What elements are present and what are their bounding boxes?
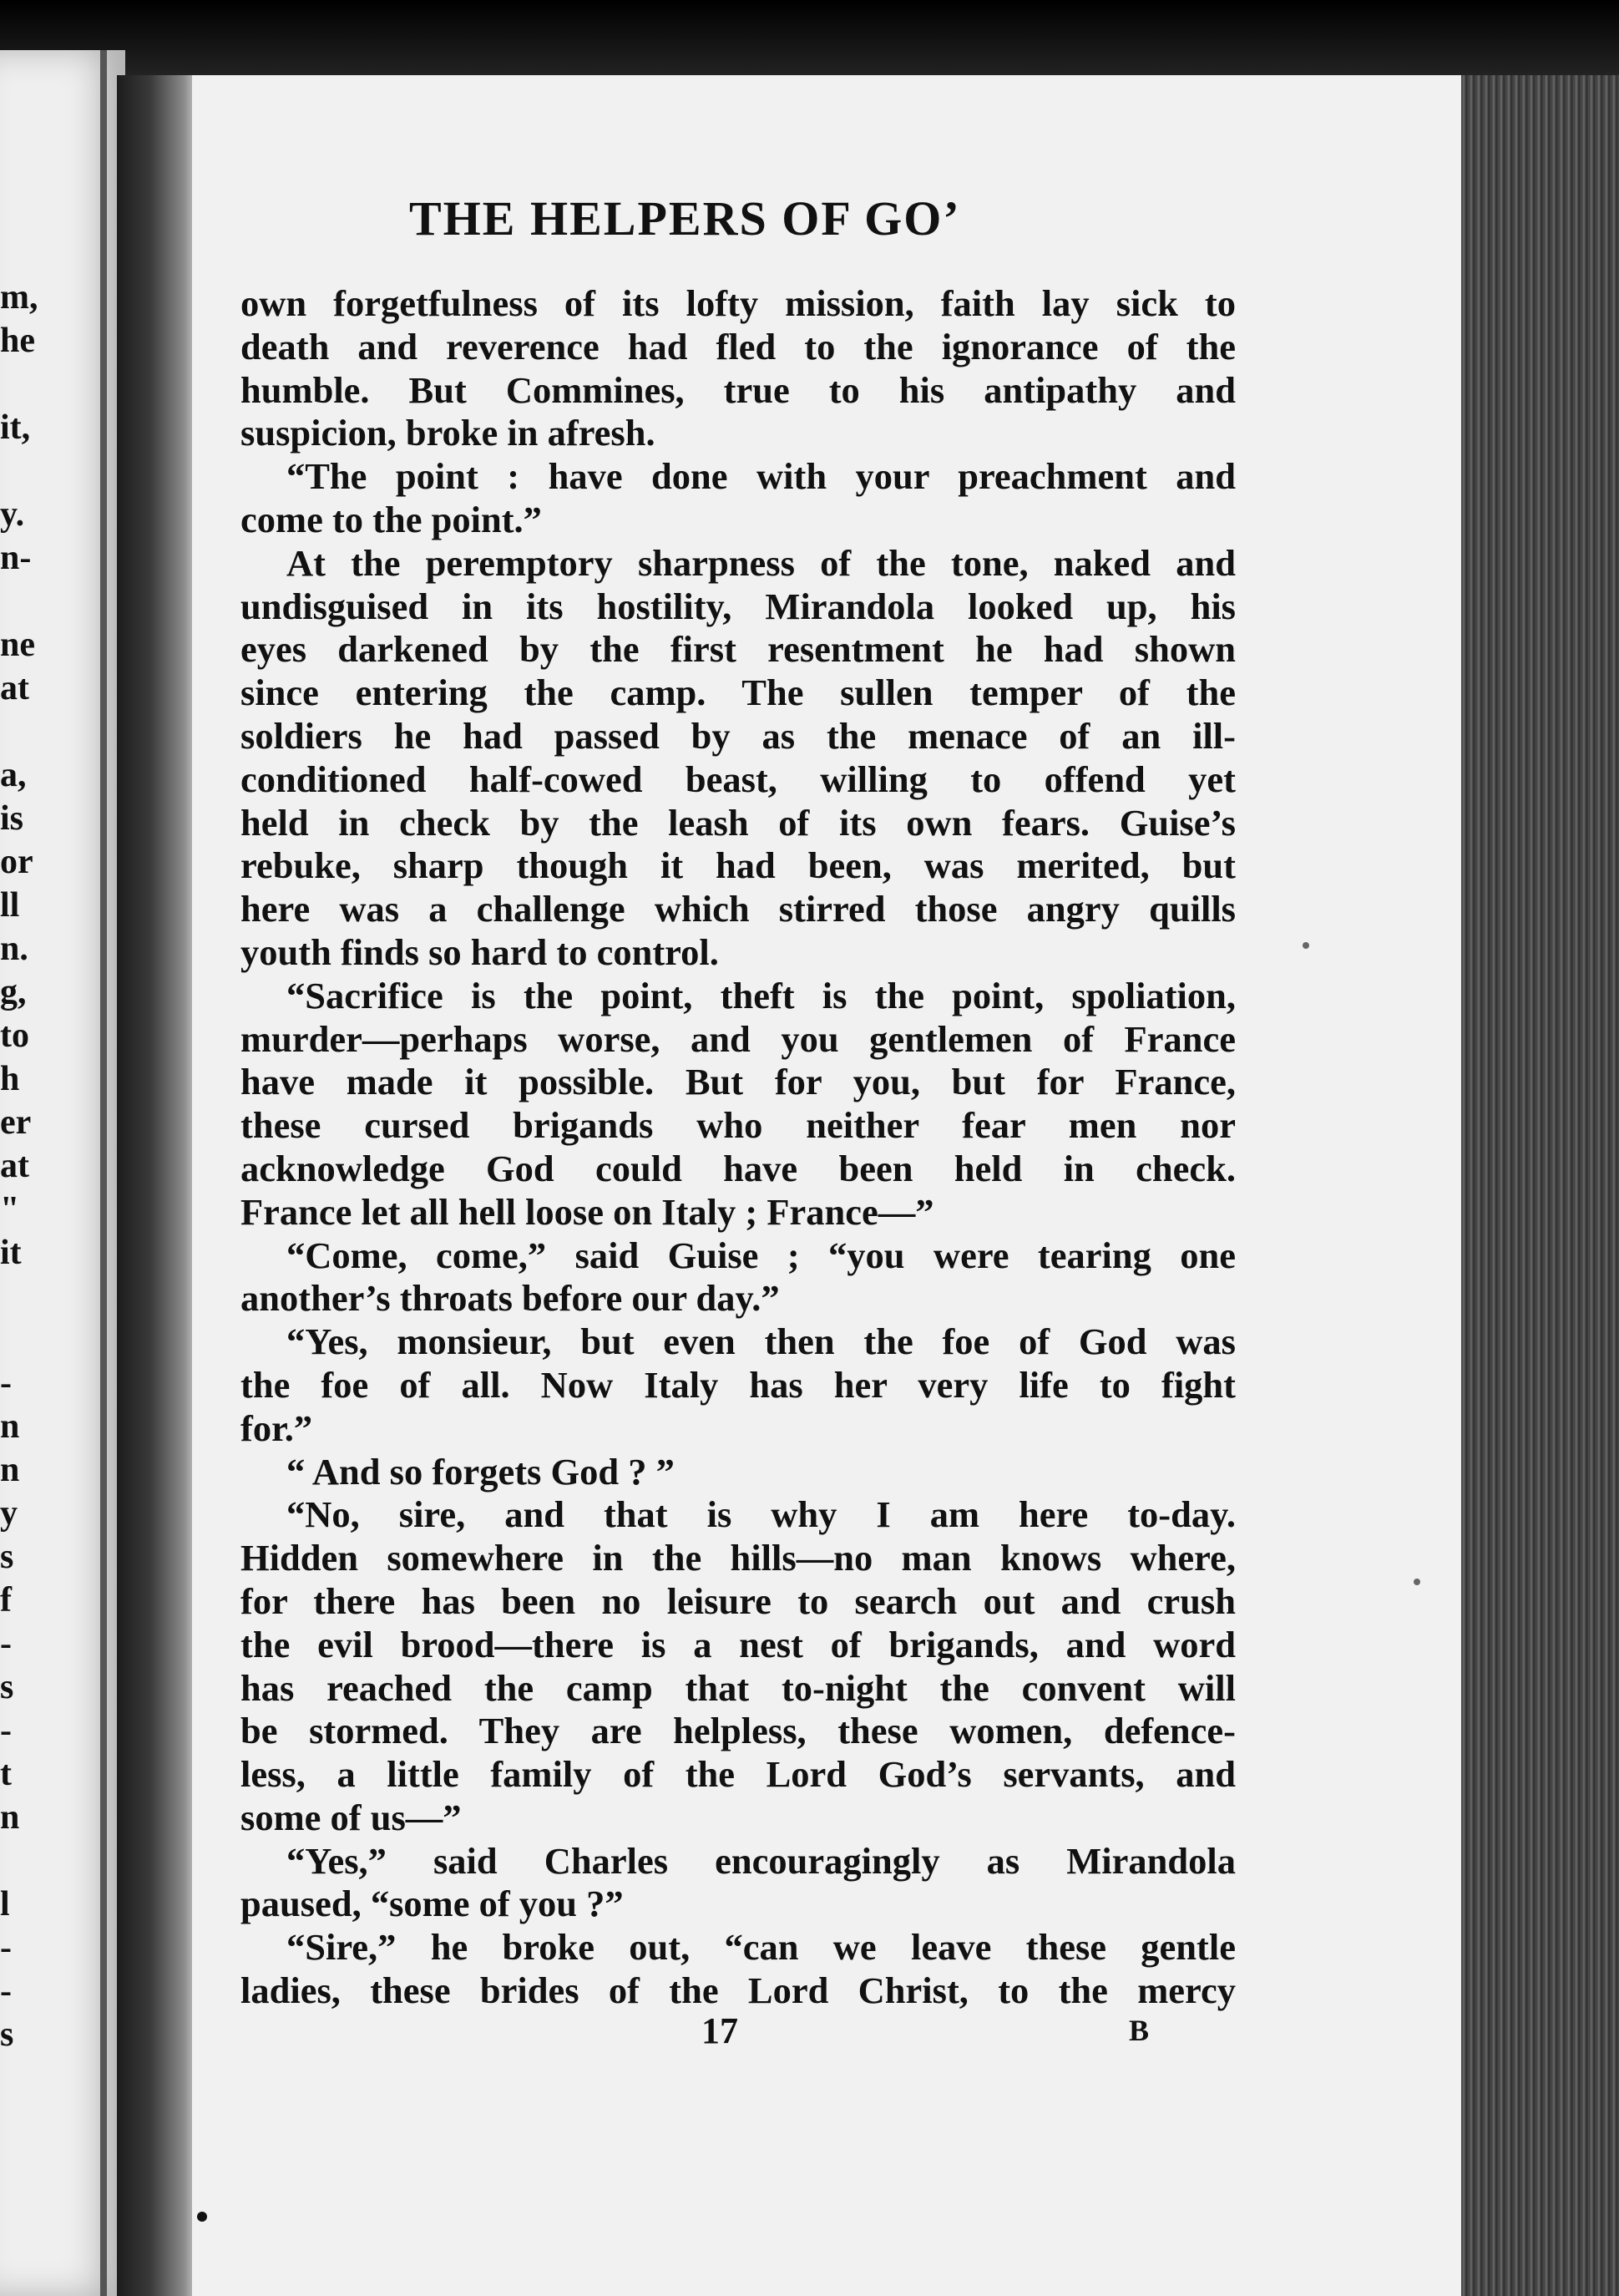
left-page-fragment: - [0,1711,12,1750]
text-line: some of us—” [240,1796,462,1838]
left-page-fragment: n [0,1451,20,1489]
left-page-fragment: ne [0,626,35,664]
left-page-fragment: at [0,1147,29,1185]
left-page-fragment: - [0,1364,12,1402]
text-line: death and reverence had fled to the ignorance of the [240,325,1236,367]
left-page-fragment: - [0,1929,12,1967]
text-line: undisguised in its hostility, Mirandola looked up, his [240,585,1236,627]
text-line: own forgetfulness of its lofty mission, faith lay sick to [240,282,1236,324]
left-page-fragment: n- [0,539,32,577]
text-line: murder—perhaps worse, and you gentlemen of France [240,1017,1236,1060]
text-line: conditioned half-cowed beast, willing to offend yet [240,758,1236,800]
book-gutter [117,75,200,2296]
text-line: “Sire,” he broke out, “can we leave these gentle [286,1926,1236,1969]
left-page-fragment: at [0,669,29,707]
text-line: Hidden somewhere in the hills—no man knows where, [240,1537,1236,1579]
left-page-fragment: m, [0,278,38,317]
text-line: held in check by the leash of its own fears. Guise’s [240,801,1236,844]
speck [1303,942,1309,949]
left-page-fragment: f [0,1581,12,1619]
left-page-fragment [0,1839,58,1883]
left-page-fragment: g, [0,973,27,1011]
left-page-fragment: is [0,799,24,838]
text-line: “ And so forgets God ? ” [286,1450,675,1493]
text-line: rebuke, sharp though it had been, was merited, but [240,844,1236,887]
text-line: for.” [240,1406,313,1449]
left-page-fragment: er [0,1103,32,1142]
left-page-fragment [0,362,58,406]
text-line: suspicion, broke in afresh. [240,412,655,454]
left-page-fragment [0,710,58,753]
text-line: “The point : have done with your preachment and [286,455,1236,498]
signature-mark: B [1129,2014,1150,2047]
left-page-fragment [0,580,58,623]
left-page-fragment: he [0,322,35,360]
body-text [240,282,1236,2013]
left-page-fragment: or [0,843,33,881]
left-page-fragment: a, [0,756,27,794]
left-page-fragment: ll [0,886,20,925]
speck [1414,1579,1420,1585]
left-page-fragment [0,1275,58,1318]
text-line: be stormed. They are helpless, these women, defence- [240,1710,1236,1752]
page-edges [1461,75,1619,2296]
text-line: “Come, come,” said Guise ; “you were tearing one [286,1234,1236,1276]
text-line: humble. But Commines, true to his antipathy and [240,368,1236,411]
left-page-fragment [0,1318,58,1361]
left-page-fragment: s [0,1538,14,1576]
left-page-fragment: t [0,1755,12,1793]
text-line: At the peremptory sharpness of the tone, naked and [286,541,1236,584]
text-line: “Yes, monsieur, but even then the foe of God was [286,1320,1236,1363]
text-line: France let all hell loose on Italy ; France—” [240,1190,934,1233]
left-page-edge [100,50,107,2296]
text-line: “Sacrifice is the point, theft is the point, spoliation, [286,974,1236,1016]
text-line: has reached the camp that to-night the convent will [240,1666,1236,1709]
text-line: for there has been no leisure to search out and crush [240,1579,1236,1622]
left-page-fragment: - [0,1624,12,1663]
text-line: another’s throats before our day.” [240,1277,780,1320]
left-page-fragment: n. [0,930,28,968]
left-page-fragment: to [0,1016,29,1055]
left-page-fragment: h [0,1060,20,1098]
text-line: these cursed brigands who neither fear men nor [240,1104,1236,1147]
text-line: the evil brood—there is a nest of brigands, and word [240,1623,1236,1665]
text-line: since entering the camp. The sullen temper of the [240,672,1236,714]
text-line: “Yes,” said Charles encouragingly as Mirandola [286,1839,1236,1882]
text-line: eyes darkened by the first resentment he had shown [240,628,1236,671]
text-line: here was a challenge which stirred those angry quills [240,888,1236,930]
scan-top-edge [0,0,1619,75]
speck [197,2212,207,2222]
running-head: THE HELPERS OF GO’ [409,191,961,246]
left-page-fragment: " [0,1190,20,1229]
left-page-fragment: n [0,1798,20,1837]
left-page-fragment: - [0,1972,12,2010]
left-page-fragment: y [0,1494,18,1533]
left-page-fragment: s [0,2015,14,2054]
left-page-fragment: n [0,1407,20,1446]
text-line: ladies, these brides of the Lord Christ, to the mercy [240,1969,1236,2012]
text-line: have made it possible. But for you, but for France, [240,1061,1236,1103]
text-line: acknowledge God could have been held in check. [240,1147,1236,1189]
left-page-fragment: it [0,1234,22,1272]
text-line: soldiers he had passed by as the menace of an ill- [240,714,1236,757]
text-line: the foe of all. Now Italy has her very life to fight [240,1363,1236,1406]
left-page-fragment: y. [0,495,25,534]
text-line: less, a little family of the Lord God’s servants, and [240,1753,1236,1796]
text-line: youth finds so hard to control. [240,930,719,973]
left-page-fragment: s [0,1668,14,1706]
text-line: “No, sire, and that is why I am here to-day. [286,1493,1236,1536]
text-line: come to the point.” [240,498,542,540]
left-page-fragment: it, [0,408,31,447]
text-line: paused, “some of you ?” [240,1883,624,1925]
left-page-text-fragments [0,276,58,2056]
page-number: 17 [701,2010,738,2051]
left-page-fragment: l [0,1885,10,1923]
left-page-fragment [0,449,58,493]
